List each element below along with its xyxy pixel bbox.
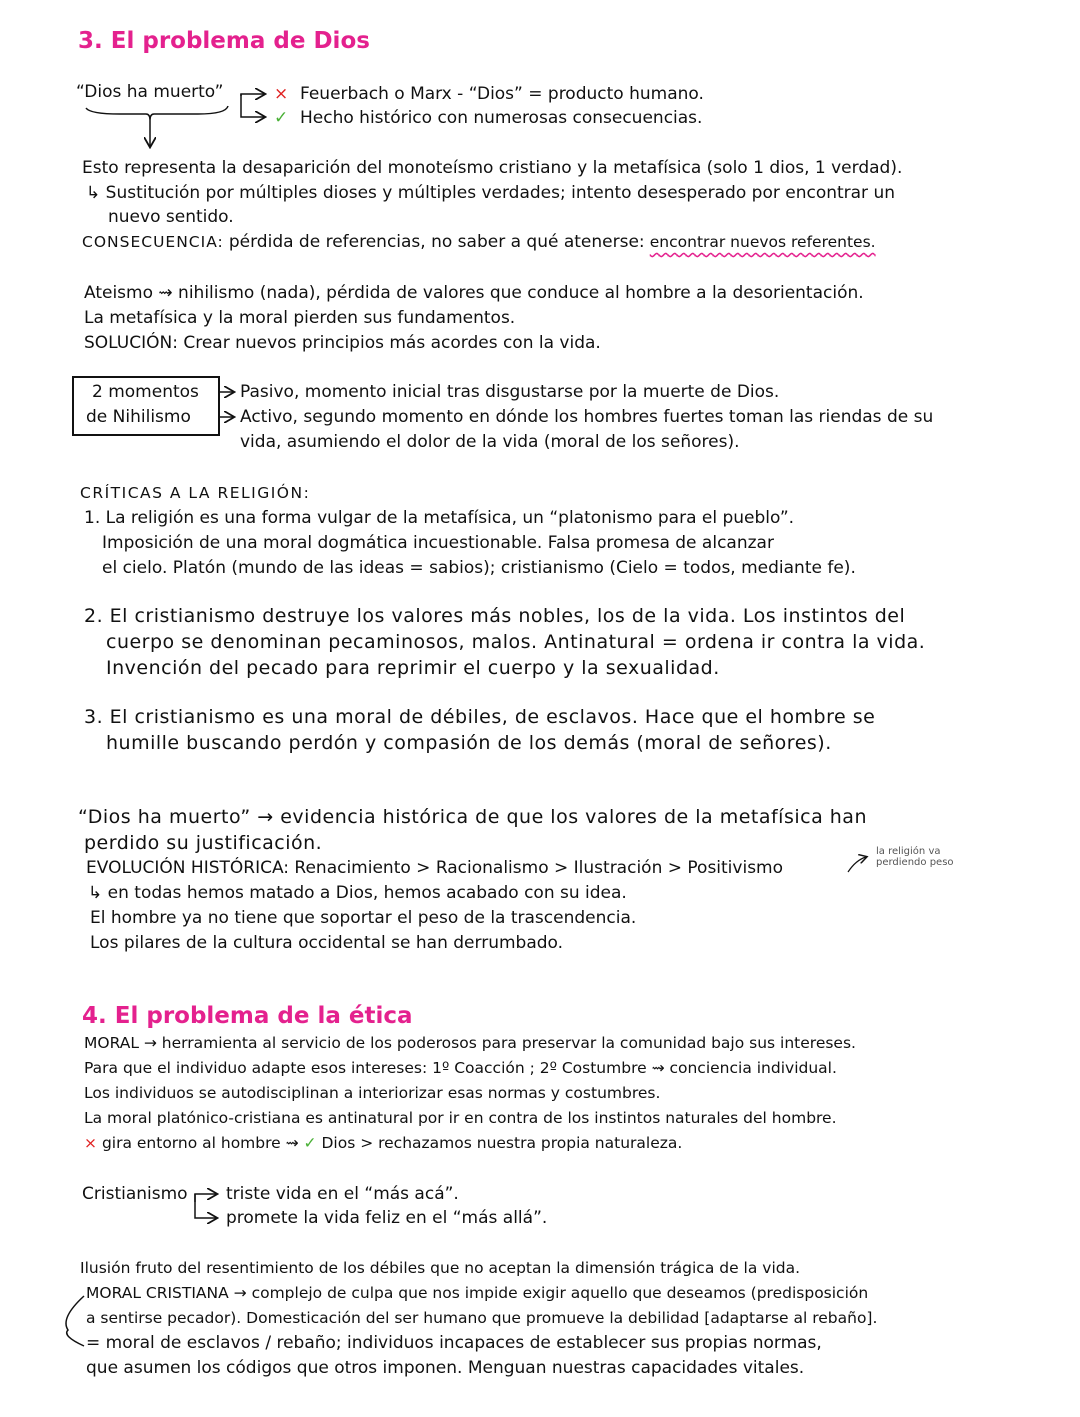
- ilusion-line: = moral de esclavos / rebaño; individuos incapaces de establecer sus propias normas,: [86, 1333, 822, 1353]
- evolucion-curl-arrow: [848, 857, 866, 872]
- paragraph-line: ↳ Sustitución por múltiples dioses y múltiples verdades; intento desesperado por encontrar un: [86, 183, 896, 203]
- evolucion-note: perdiendo peso: [876, 857, 954, 868]
- critica-1: 1. La religión es una forma vulgar de la metafísica, un “platonismo para el pueblo”.: [84, 508, 795, 528]
- moral-text: gira entorno al hombre ⇝: [101, 1134, 299, 1152]
- cross-mark-icon: ×: [84, 1134, 97, 1152]
- evolucion-historica: EVOLUCIÓN HISTÓRICA: Renacimiento > Racionalismo > Ilustración > Positivismo: [86, 858, 784, 878]
- cristianismo-branch: triste vida en el “más acá”.: [226, 1184, 459, 1204]
- quote-branch-arrow-1: [241, 94, 264, 96]
- consecuencia-label: CONSECUENCIA:: [82, 233, 224, 251]
- consecuencia-highlight: encontrar nuevos referentes.: [649, 233, 876, 251]
- evolucion-note: la religión va: [876, 846, 941, 857]
- nihilismo-box-line: 2 momentos: [92, 382, 199, 402]
- dios-muerto-line: Los pilares de la cultura occidental se han derrumbado.: [90, 933, 564, 953]
- critica-1: Imposición de una moral dogmática incuestionable. Falsa promesa de alcanzar: [102, 533, 774, 553]
- left-bracket: [66, 1296, 84, 1346]
- dios-muerto-line: ↳ en todas hemos matado a Dios, hemos acabado con su idea.: [88, 883, 627, 903]
- moral-line: Los individuos se autodisciplinan a interiorizar esas normas y costumbres.: [84, 1084, 661, 1102]
- paragraph-line: nuevo sentido.: [108, 207, 234, 227]
- critica-2: cuerpo se denominan pecaminosos, malos. Antinatural = ordena ir contra la vida.: [106, 631, 926, 653]
- paragraph-line: La metafísica y la moral pierden sus fundamentos.: [84, 308, 516, 328]
- moral-line: Para que el individuo adapte esos intereses: 1º Coacción ; 2º Costumbre ⇝ conciencia individual.: [84, 1059, 837, 1077]
- branch-hecho-historico: Hecho histórico con numerosas consecuencias.: [300, 108, 703, 128]
- consecuencia-line: [82, 232, 876, 252]
- moral-text: Dios > rechazamos nuestra propia naturaleza.: [321, 1134, 683, 1152]
- critica-1: el cielo. Platón (mundo de las ideas = sabios); cristianismo (Cielo = todos, mediante fe).: [102, 558, 856, 578]
- cristianismo-arrow-1: [195, 1194, 216, 1202]
- critica-2: 2. El cristianismo destruye los valores más nobles, los de la vida. Los instintos del: [84, 605, 906, 627]
- dios-muerto-line: “Dios ha muerto” → evidencia histórica de que los valores de la metafísica han: [78, 806, 867, 828]
- ilusion-line: MORAL CRISTIANA → complejo de culpa que nos impide exigir aquello que deseamos (predisposición: [86, 1284, 869, 1302]
- check-mark-icon: ✓: [274, 108, 289, 128]
- critica-2: Invención del pecado para reprimir el cuerpo y la sexualidad.: [106, 657, 720, 679]
- ilusion-line: a sentirse pecador). Domesticación del ser humano que promueve la debilidad [adaptarse al rebaño].: [86, 1309, 878, 1327]
- moral-line: La moral platónico-cristiana es antinatural por ir en contra de los instintos naturales del hombre.: [84, 1109, 837, 1127]
- moral-line: MORAL → herramienta al servicio de los poderosos para preservar la comunidad bajo sus intereses.: [84, 1034, 856, 1052]
- branch-feuerbach: Feuerbach o Marx - “Dios” = producto humano.: [300, 84, 704, 104]
- nihilismo-activo: Activo, segundo momento en dónde los hombres fuertes toman las riendas de su: [240, 407, 934, 427]
- quote-dios-ha-muerto: “Dios ha muerto”: [76, 82, 224, 102]
- cristianismo-label: Cristianismo: [82, 1184, 188, 1204]
- section3-title: 3. El problema de Dios: [78, 28, 370, 54]
- criticas-title: CRÍTICAS A LA RELIGIÓN:: [80, 484, 311, 502]
- section4-title: 4. El problema de la ética: [82, 1003, 413, 1029]
- ilusion-line: que asumen los códigos que otros imponen. Menguan nuestras capacidades vitales.: [86, 1358, 805, 1378]
- nihilismo-activo: vida, asumiendo el dolor de la vida (moral de los señores).: [240, 432, 740, 452]
- critica-3: 3. El cristianismo es una moral de débiles, de esclavos. Hace que el hombre se: [84, 706, 876, 728]
- critica-3: humille buscando perdón y compasión de los demás (moral de señores).: [106, 732, 832, 754]
- consecuencia-text: pérdida de referencias, no saber a qué atenerse:: [228, 232, 645, 252]
- cross-mark-icon: ×: [274, 84, 289, 104]
- cristianismo-branch: promete la vida feliz en el “más allá”.: [226, 1208, 548, 1228]
- nihilismo-box-line: de Nihilismo: [86, 407, 191, 427]
- check-mark-icon: ✓: [303, 1134, 317, 1152]
- quote-brace: [86, 106, 228, 120]
- ilusion-line: Ilusión fruto del resentimiento de los débiles que no aceptan la dimensión trágica de la vida.: [80, 1259, 801, 1277]
- dios-muerto-line: El hombre ya no tiene que soportar el peso de la trascendencia.: [90, 908, 637, 928]
- solucion-line: SOLUCIÓN: Crear nuevos principios más acordes con la vida.: [84, 333, 601, 353]
- paragraph-line: Ateismo ⇝ nihilismo (nada), pérdida de valores que conduce al hombre a la desorientación.: [84, 283, 864, 303]
- nihilismo-pasivo: Pasivo, momento inicial tras disgustarse por la muerte de Dios.: [240, 382, 780, 402]
- quote-branch-arrow-2: [241, 94, 264, 117]
- paragraph-line: Esto representa la desaparición del monoteísmo cristiano y la metafísica (solo 1 dios, 1 verdad).: [82, 158, 903, 178]
- dios-muerto-line: perdido su justificación.: [84, 832, 323, 854]
- moral-line: [84, 1134, 682, 1152]
- cristianismo-arrow-2: [195, 1194, 216, 1218]
